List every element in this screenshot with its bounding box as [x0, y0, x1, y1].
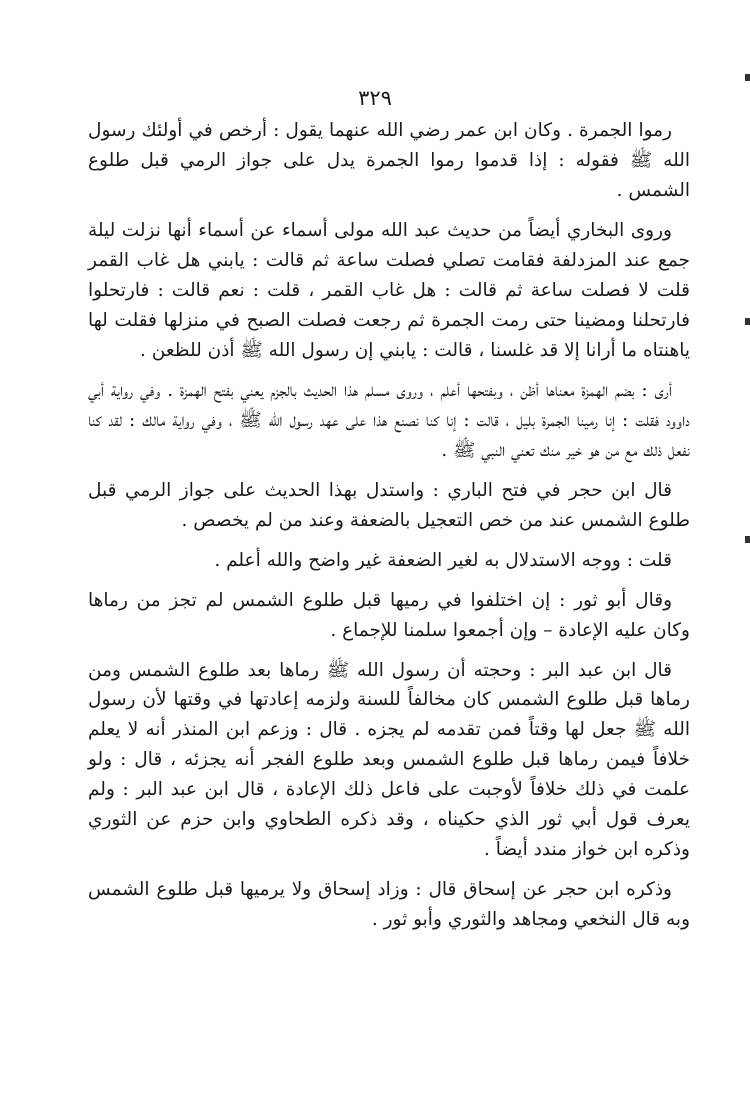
margin-mark [745, 74, 750, 81]
paragraph: رموا الجمرة . وكان ابن عمر رضي الله عنهما يقول : أرخص في أولئك رسول الله ﷺ فقوله : إذا قدموا رموا الجمرة يدل على جواز الرمي قبل طلوع الشمس . [88, 120, 690, 201]
margin-mark [745, 536, 750, 543]
paragraph: وذكره ابن حجر عن إسحاق قال : وزاد إسحاق ولا يرميها قبل طلوع الشمس وبه قال النخعي ومجاهد والثوري وأبو ثور . [88, 879, 690, 931]
page-number: ٣٢٩ [358, 86, 392, 110]
paragraph: قال ابن حجر في فتح الباري : واستدل بهذا الحديث على جواز الرمي قبل طلوع الشمس عند من خص التعجيل بالضعفة وعند من لم يخصص . [88, 479, 690, 531]
paragraph: أرى : بضم الهمزة معناها أظن ، وبفتحها أعلم ، وروى مسلم هذا الحديث بالجزم يعني بفتح الهمزة . وفي رواية أبي داوود فقلت : إنا رمينا الجمرة بليل ، قالت : إنا كنا نصنع هذا على عهد رسول الله ﷺ ، وفي رواية مالك : لقد كنا نفعل ذلك مع من هو خير منك تعني النبي ﷺ . [88, 379, 690, 461]
paragraph: قلت : ووجه الاستدلال به لغير الضعفة غير واضح والله أعلم . [214, 549, 672, 571]
page-body [88, 116, 690, 945]
paragraph: قال ابن عبد البر : وحجته أن رسول الله ﷺ رماها بعد طلوع الشمس ومن رماها قبل طلوع الشمس كان مخالفاً للسنة ولزمه إعادتها في وقتها لأن رسول الله ﷺ جعل لها وقتاً فمن تقدمه لم يجزه . قال : وزعم ابن المنذر أنه لا يعلم خلافاً فيمن رماها قبل طلوع الشمس وبعد طلوع الفجر أنه يجزئه ، قال : ولو علمت في ذلك خلافاً لأوجبت على فاعل ذلك الإعادة ، قال ابن عبد البر : ولم يعرف قول أبي ثور الذي حكيناه ، وقد ذكره الطحاوي وابن حزم عن الثوري وذكره ابن خواز مندد أيضاً . [88, 659, 690, 861]
paragraph: وروى البخاري أيضاً من حديث عبد الله مولى أسماء عن أسماء أنها نزلت ليلة جمع عند المزدلفة فقامت تصلي فصلت ساعة ثم قالت : يابني هل غاب القمر قلت لا فصلت ساعة ثم قالت : هل غاب القمر ، قلت : نعم قالت : فارتحلوا فارتحلنا ومضينا حتى رمت الجمرة ثم رجعت فصلت الصبح في منزلها فقلت لها ياهنتاه ما أرانا إلا قد غلسنا ، قالت : يابني إن رسول الله ﷺ أذن للظعن . [88, 219, 690, 361]
paragraph: وقال أبو ثور : إن اختلفوا في رميها قبل طلوع الشمس لم تجز من رماها وكان عليه الإعادة – وإن أجمعوا سلمنا للإجماع . [88, 589, 690, 641]
margin-mark [745, 318, 750, 325]
